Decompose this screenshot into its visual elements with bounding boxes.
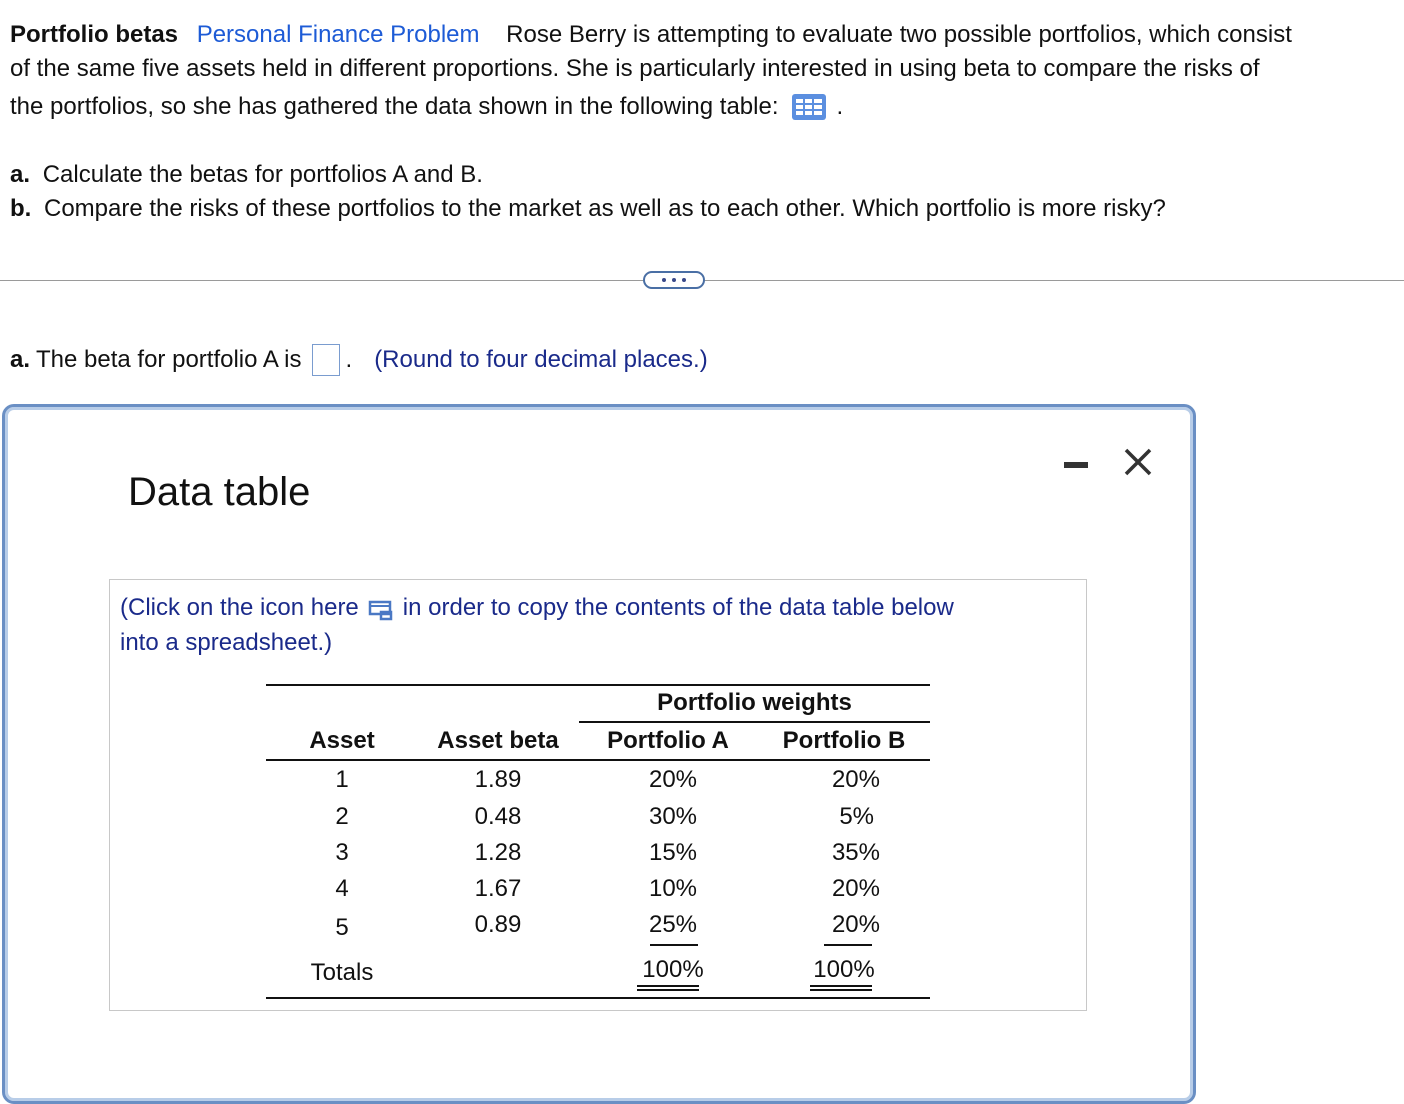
table-cell: 20%	[648, 766, 698, 793]
table-cell: 15%	[648, 839, 698, 866]
copy-note	[120, 590, 954, 660]
table-bottom-rule	[266, 997, 930, 999]
table-cell: 5%	[839, 803, 874, 830]
table-cell: 1.28	[474, 839, 522, 866]
table-cell: 20%	[831, 766, 880, 793]
total-double-rule-a-2	[637, 989, 699, 991]
total-portfolio-b: 100%	[813, 956, 875, 983]
copy-note-part-2: in order to copy the contents of the data table below	[402, 594, 954, 621]
problem-tag: Personal Finance Problem	[196, 21, 480, 48]
minimize-icon[interactable]	[1062, 452, 1090, 474]
table-top-rule	[266, 684, 930, 686]
table-cell: 35%	[831, 839, 880, 866]
part-b-text: Compare the risks of these portfolios to the market as well as to each other. Which portfolio is more risky?	[44, 195, 1166, 222]
header-asset-beta: Asset beta	[437, 727, 559, 754]
problem-title: Portfolio betas	[10, 21, 179, 48]
table-cell: 30%	[648, 803, 698, 830]
total-double-rule-b-1	[810, 985, 872, 987]
expand-more-button[interactable]	[643, 271, 705, 289]
totals-label: Totals	[310, 959, 374, 986]
modal-title: Data table	[128, 470, 311, 514]
answer-period: .	[345, 346, 353, 373]
problem-line-1: Rose Berry is attempting to evaluate two possible portfolios, which consist	[506, 21, 1292, 48]
question-parts	[10, 158, 1166, 226]
header-portfolio-a: Portfolio A	[607, 727, 729, 754]
table-cell: 1	[335, 766, 349, 793]
subtotal-rule-b	[824, 944, 872, 946]
table-cell: 3	[335, 839, 349, 866]
copy-note-part-1: (Click on the icon here	[120, 594, 359, 621]
part-a-label: a.	[10, 161, 31, 188]
part-a-text: Calculate the betas for portfolios A and B.	[42, 161, 483, 188]
problem-statement	[10, 18, 1395, 124]
beta-answer-input[interactable]	[312, 344, 340, 376]
table-cell: 4	[335, 875, 349, 902]
table-cell: 0.48	[474, 803, 522, 830]
copy-note-part-3: into a spreadsheet.)	[120, 629, 333, 656]
header-asset: Asset	[309, 727, 375, 754]
answer-text: The beta for portfolio A is	[36, 346, 302, 373]
rounding-hint: (Round to four decimal places.)	[374, 346, 708, 373]
dot-icon	[672, 278, 676, 282]
table-cell: 1.67	[474, 875, 522, 902]
problem-line-3-end: .	[836, 93, 844, 120]
table-cell: 2	[335, 803, 349, 830]
header-rule	[266, 759, 930, 761]
answer-row	[10, 343, 708, 377]
problem-line-2: of the same five assets held in different proportions. She is particularly interested in using beta to compare the risks of	[10, 55, 1260, 82]
dot-icon	[662, 278, 666, 282]
group-header: Portfolio weights	[657, 689, 852, 716]
group-header-rule	[579, 721, 930, 723]
table-cell: 10%	[648, 875, 698, 902]
header-portfolio-b: Portfolio B	[782, 727, 906, 754]
data-table-icon[interactable]	[791, 93, 827, 121]
table-cell: 20%	[831, 911, 880, 938]
problem-line-3: the portfolios, so she has gathered the data shown in the following table:	[10, 93, 779, 120]
dot-icon	[682, 278, 686, 282]
close-icon[interactable]	[1120, 444, 1156, 480]
answer-label: a.	[10, 346, 31, 373]
total-portfolio-a: 100%	[642, 956, 704, 983]
total-double-rule-b-2	[810, 989, 872, 991]
table-cell: 5	[335, 914, 349, 941]
table-cell: 25%	[648, 911, 698, 938]
subtotal-rule-a	[650, 944, 698, 946]
table-cell: 1.89	[474, 766, 522, 793]
table-cell: 20%	[831, 875, 880, 902]
part-b-label: b.	[10, 195, 32, 222]
table-cell: 0.89	[474, 911, 522, 938]
copy-to-spreadsheet-icon[interactable]	[367, 597, 395, 621]
total-double-rule-a-1	[637, 985, 699, 987]
